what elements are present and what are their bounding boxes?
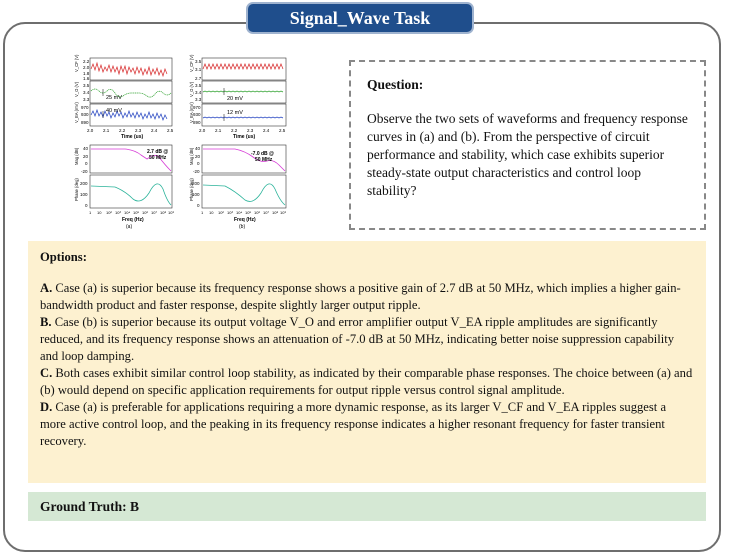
panel-a-freq-tick-7: 10⁷	[151, 210, 157, 215]
panel-b-annot: -7.0 dB @	[251, 151, 274, 157]
panel-a-freq-tick-0: 1	[89, 210, 92, 215]
panel-b-vcf-tick-2: 2.7	[195, 76, 202, 81]
panel-b-bode	[189, 145, 286, 230]
panel-b-waveforms	[189, 54, 286, 140]
panel-a-vcf-label: V_CF (V)	[74, 54, 79, 72]
panel-b-time-tick-1: 2.1	[215, 128, 222, 133]
panel-b-time-tick-5: 2.5	[279, 128, 286, 133]
panel-a-phase-tick-2: 0	[85, 203, 88, 208]
panel-a-vo-tick-2: 3.3	[83, 97, 90, 102]
panel-a-vo-label: V_O (V)	[74, 81, 79, 97]
panel-a-annot: 2.7 dB @	[147, 149, 169, 155]
panel-b-freq-tick-4: 10⁴	[236, 210, 243, 215]
panel-a-mag-tick-1: 20	[83, 154, 89, 159]
panel-b-vcf-tick-0: 3.5	[195, 59, 202, 64]
option-b-text: Case (b) is superior because its output voltage V_O and error amplifier output V_EA ripple amplitudes are significantly reduced, and its frequency response shows an attenuation of -7.0 dB at 50 MHz, indicating better noise suppression capability and loop damping.	[40, 315, 675, 363]
panel-a-time-label: Time (us)	[121, 134, 144, 140]
panel-a-vo-tick-0: 3.5	[83, 83, 90, 88]
option-a	[40, 280, 694, 314]
panel-a-freq-tick-5: 10⁵	[133, 210, 140, 215]
panel-b-freq-tick-7: 10⁷	[263, 210, 269, 215]
panel-a-freq-tick-3: 10³	[115, 210, 121, 215]
panel-b-phase-tick-2: 0	[197, 203, 200, 208]
panel-b-mag-tick-1: 20	[195, 154, 201, 159]
panel-a-mag-label: Mag (dB)	[74, 147, 79, 165]
panel-b-freq-tick-9: 10⁹	[280, 210, 287, 215]
panel-a-vea-label: V_EA (mV)	[74, 102, 79, 123]
panel-b-vcf-tick-1: 3.1	[195, 67, 202, 72]
panel-a-vcf-tick-1: 2.0	[83, 65, 90, 70]
panel-a-waveforms	[74, 54, 174, 140]
panel-b-time-tick-4: 2.4	[263, 128, 270, 133]
panel-b-time-label: Time (us)	[233, 134, 256, 140]
panel-a-freq-label: Freq (Hz)	[122, 217, 144, 223]
panel-b-ripple-vea: 12 mV	[227, 110, 243, 116]
ground-truth: Ground Truth: B	[28, 492, 706, 521]
panel-a-mag-tick-2: 0	[85, 161, 88, 166]
option-c	[40, 365, 694, 399]
panel-a-vcf-tick-2: 1.8	[83, 71, 90, 76]
panel-a-phase-tick-0: 200	[80, 181, 88, 186]
option-b-letter: B.	[40, 315, 52, 329]
panel-a-mag-tick-0: 40	[83, 146, 89, 151]
options-panel	[28, 241, 706, 483]
panel-b-vo-tick-0: 3.5	[195, 83, 202, 88]
option-d	[40, 399, 694, 450]
panel-a-ripple-vea: 40 mV	[106, 108, 122, 114]
panel-b-vea-tick-0: 970	[193, 105, 201, 110]
panel-a-vcf-tick-0: 2.2	[83, 59, 90, 64]
question-heading: Question:	[367, 77, 424, 92]
option-a-letter: A.	[40, 281, 53, 295]
option-d-text: Case (a) is preferable for applications requiring a more dynamic response, as its larger V_CF and V_EA ripples suggest a more active control loop, and the peaking in its frequency response indicates a higher resonant frequency for faster transient recovery.	[40, 400, 667, 448]
question-box	[349, 60, 706, 230]
panel-b-mag-tick-2: 0	[197, 161, 200, 166]
panel-b-vea-label: V_EA (mV)	[189, 102, 194, 123]
panel-b-phase-tick-1: 100	[192, 192, 200, 197]
panel-a-vea-tick-1: 930	[81, 112, 89, 117]
panel-a-freq-tick-2: 10²	[106, 210, 112, 215]
panel-b-vea-tick-1: 930	[193, 112, 201, 117]
panel-b-vo-label: V_O (V)	[189, 81, 194, 97]
panel-a-mag-tick-3: -20	[81, 169, 88, 174]
panel-b-vo-tick-1: 3.4	[195, 90, 202, 95]
panel-a-vcf-tick-3: 1.6	[83, 76, 90, 81]
panel-b-vo-tick-2: 3.3	[195, 97, 202, 102]
panel-b-annot2: 50 MHz	[255, 157, 273, 163]
panel-a-time-tick-4: 2.4	[151, 128, 158, 133]
panel-b-freq-tick-0: 1	[201, 210, 204, 215]
panel-b-ripple-vo: 20 mV	[227, 96, 243, 102]
panel-b-freq-tick-6: 10⁶	[254, 210, 261, 215]
panel-b-freq-tick-8: 10⁸	[272, 210, 279, 215]
panel-a-ripple-vo: 25 mV	[106, 95, 122, 101]
panel-b-vcf-label: V_CF (V)	[189, 54, 194, 72]
panel-a-vea-tick-2: 890	[81, 120, 89, 125]
panel-a-bode	[74, 145, 174, 230]
panel-a-vo-tick-1: 3.4	[83, 90, 90, 95]
panel-a-time-tick-2: 2.2	[119, 128, 126, 133]
panel-b-time-tick-2: 2.2	[231, 128, 238, 133]
option-c-text: Both cases exhibit similar control loop stability, as indicated by their comparable phase responses. The choice between (a) and (b) would depend on specific application requirements for output ripple versus control signal amplitude.	[40, 366, 693, 397]
panel-b-freq-tick-5: 10⁵	[245, 210, 252, 215]
panel-b-freq-tick-1: 10	[209, 210, 214, 215]
panel-a-phase-tick-1: 100	[80, 192, 88, 197]
option-c-letter: C.	[40, 366, 53, 380]
option-d-letter: D.	[40, 400, 53, 414]
panel-a-time-tick-1: 2.1	[103, 128, 110, 133]
panel-a-time-tick-3: 2.3	[135, 128, 142, 133]
panel-a-caption: (a)	[126, 224, 133, 230]
panel-a-vea-tick-0: 970	[81, 105, 89, 110]
panel-a-freq-tick-9: 10⁹	[168, 210, 175, 215]
panel-b-time-tick-3: 2.3	[247, 128, 254, 133]
panel-a-freq-tick-1: 10	[97, 210, 102, 215]
panel-b-freq-tick-2: 10²	[218, 210, 224, 215]
task-title: Signal_Wave Task	[246, 2, 474, 34]
panel-b-freq-tick-3: 10³	[227, 210, 233, 215]
panel-a-annot2: 50 MHz	[149, 155, 167, 161]
panel-b-mag-tick-3: -20	[193, 169, 200, 174]
option-b	[40, 314, 694, 365]
panel-a-freq-tick-4: 10⁴	[124, 210, 131, 215]
panel-a-phase-label: Phase (deg)	[74, 178, 79, 201]
panel-a-freq-tick-6: 10⁶	[142, 210, 149, 215]
panel-a-freq-tick-8: 10⁸	[160, 210, 167, 215]
option-a-text: Case (a) is superior because its frequency response shows a positive gain of 2.7 dB at 50 MHz, which implies a higher gain-bandwidth product and faster response, despite slightly larger output ripple.	[40, 281, 681, 312]
panel-b-vea-tick-2: 890	[193, 120, 201, 125]
question-text: Observe the two sets of waveforms and frequency response curves in (a) and (b). From the perspective of circuit performance and stability, which case exhibits superior steady-state output characteristics and control loop stability?	[367, 111, 688, 198]
panel-b-caption: (b)	[239, 224, 246, 230]
panel-a-time-tick-5: 2.5	[167, 128, 174, 133]
panel-b-time-tick-0: 2.0	[199, 128, 206, 133]
panel-b-phase-tick-0: 200	[192, 181, 200, 186]
waveform-figure	[75, 55, 295, 235]
panel-a-time-tick-0: 2.0	[87, 128, 94, 133]
panel-b-freq-label: Freq (Hz)	[234, 217, 256, 223]
panel-b-phase-label: Phase (deg)	[189, 178, 194, 201]
panel-b-mag-tick-0: 40	[195, 146, 201, 151]
options-heading: Options:	[40, 250, 87, 264]
panel-b-mag-label: Mag (dB)	[189, 147, 194, 165]
